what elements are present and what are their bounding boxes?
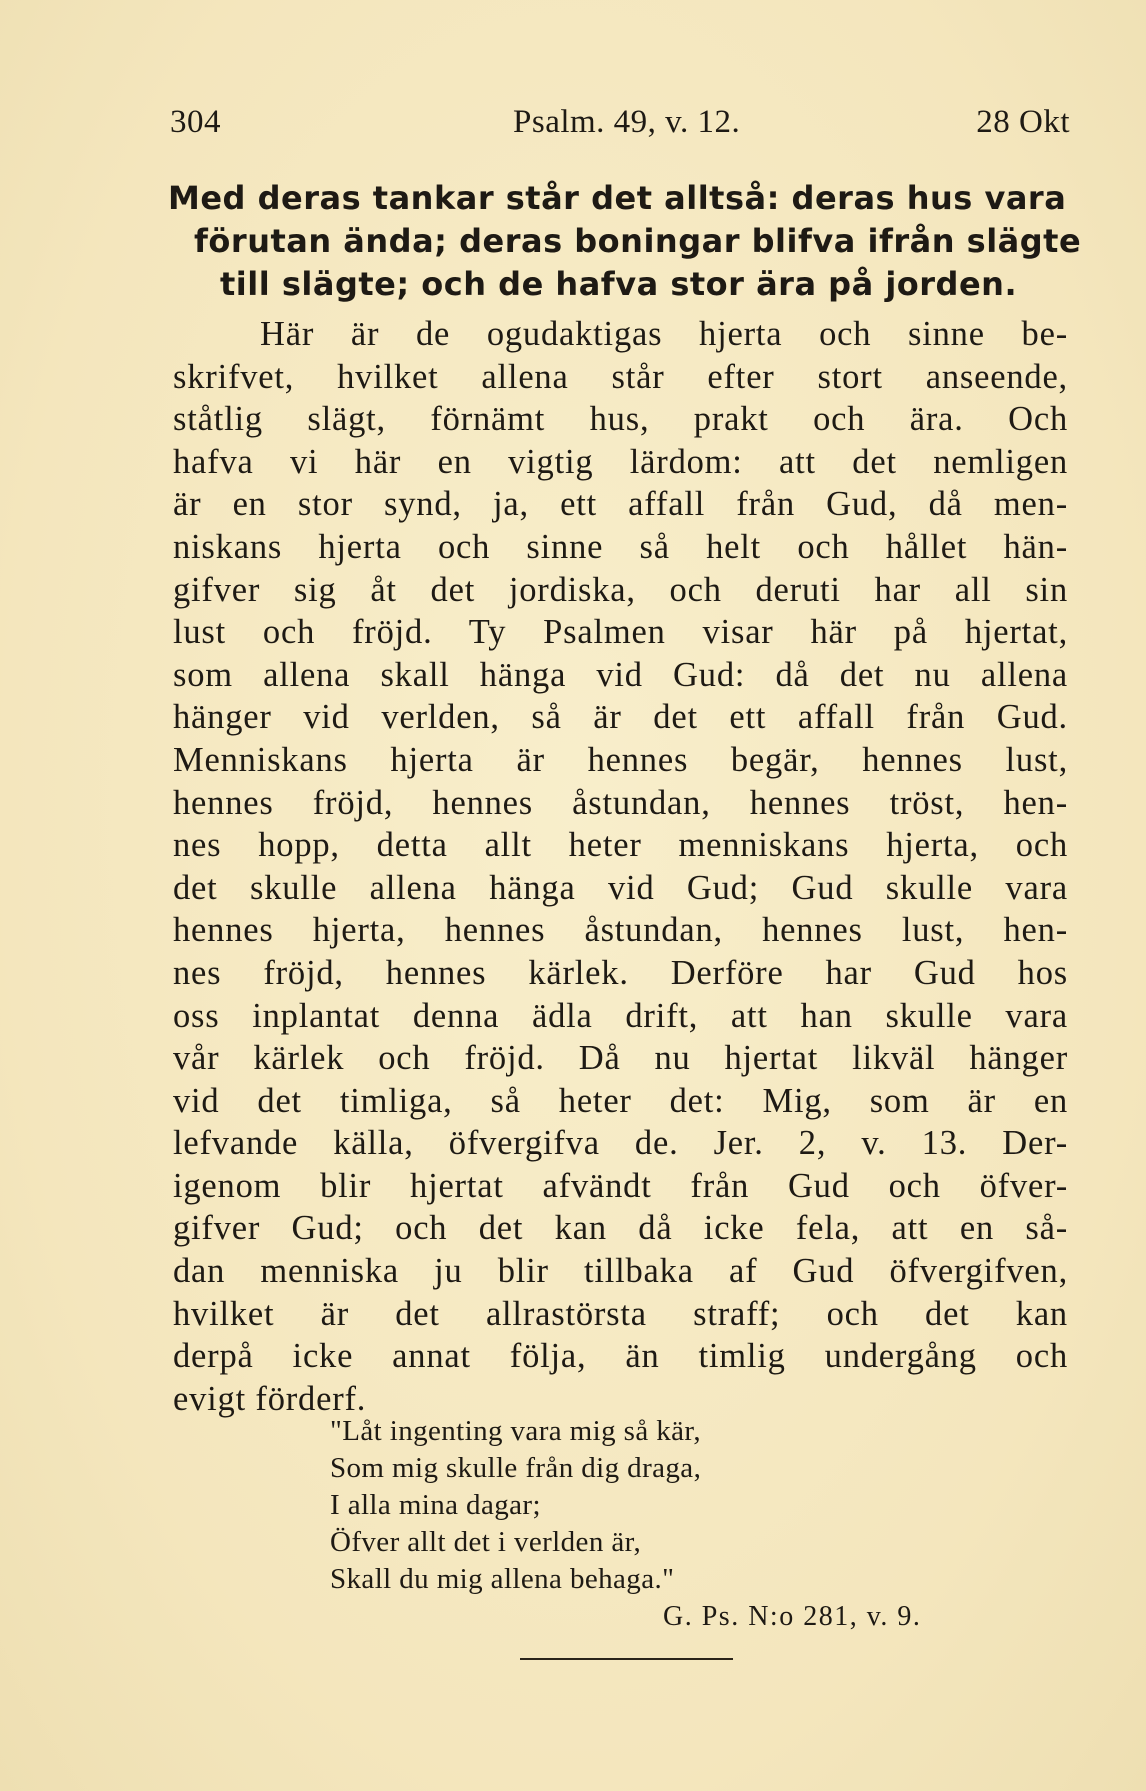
body-line: hennes hjerta, hennes åstundan, hennes lust, hen- (173, 911, 1068, 950)
running-head (170, 100, 1070, 144)
heading-line: till slägte; och de hafva stor ära på jorden. (220, 265, 1018, 303)
body-line: oss inplantat denna ädla drift, att han skulle vara (173, 996, 1068, 1035)
body-line: skrifvet, hvilket allena står efter stort anseende, (173, 357, 1068, 396)
body-line: dan menniska ju blir tillbaka af Gud öfvergifven, (173, 1252, 1068, 1291)
hymn-source: G. Ps. N:o 281, v. 9. (663, 1601, 922, 1632)
verse-line: Öfver allt det i verlden är, (330, 1526, 642, 1558)
hymn-verse (330, 1413, 1030, 1635)
verse-line: Skall du mig allena behaga." (330, 1563, 675, 1595)
body-line: nes fröjd, hennes kärlek. Derföre har Gud hos (173, 953, 1068, 992)
body-line: hvilket är det allrastörsta straff; och det kan (173, 1294, 1068, 1333)
body-line: lefvande källa, öfvergifva de. Jer. 2, v. 13. Der- (173, 1124, 1068, 1163)
body-line: hänger vid verlden, så är det ett affall från Gud. (173, 698, 1068, 737)
scripture-heading (168, 177, 1082, 306)
body-line: vid det timliga, så heter det: Mig, som är en (173, 1081, 1068, 1120)
body-line: Menniskans hjerta är hennes begär, hennes lust, (173, 740, 1068, 779)
body-line: niskans hjerta och sinne så helt och hållet hän- (173, 527, 1068, 566)
psalm-reference: Psalm. 49, v. 12. (513, 104, 741, 140)
page-number: 304 (170, 104, 221, 140)
body-line: det skulle allena hänga vid Gud; Gud skulle vara (173, 868, 1068, 907)
body-line: lust och fröjd. Ty Psalmen visar här på hjertat, (173, 613, 1068, 652)
body-line: ståtlig slägt, förnämt hus, prakt och ära. Och (173, 400, 1068, 439)
body-line: derpå icke annat följa, än timlig undergång och (173, 1337, 1068, 1376)
commentary-body (173, 313, 1068, 1420)
closing-rule (520, 1658, 733, 1660)
heading-line: förutan ända; deras boningar blifva ifrån slägte (194, 222, 1082, 260)
verse-line: Som mig skulle från dig draga, (330, 1452, 702, 1484)
body-line: evigt förderf. (173, 1379, 367, 1418)
body-line: hafva vi här en vigtig lärdom: att det nemligen (173, 442, 1068, 481)
verse-line: "Låt ingenting vara mig så kär, (330, 1415, 701, 1447)
heading-line: Med deras tankar står det alltså: deras hus vara (168, 179, 1067, 217)
body-line: gifver Gud; och det kan då icke fela, att en så- (173, 1209, 1068, 1248)
body-line: nes hopp, detta allt heter menniskans hjerta, och (173, 826, 1068, 865)
body-line: vår kärlek och fröjd. Då nu hjertat likväl hänger (173, 1039, 1068, 1078)
body-line: gifver sig åt det jordiska, och deruti har all sin (173, 570, 1068, 609)
body-line: är en stor synd, ja, ett affall från Gud, då men- (173, 485, 1068, 524)
verse-line: I alla mina dagar; (330, 1489, 541, 1521)
body-line: som allena skall hänga vid Gud: då det nu allena (173, 655, 1068, 694)
date-label: 28 Okt (976, 104, 1070, 140)
body-line: igenom blir hjertat afvändt från Gud och öfver- (173, 1166, 1068, 1205)
body-line: hennes fröjd, hennes åstundan, hennes tröst, hen- (173, 783, 1068, 822)
body-line: Här är de ogudaktigas hjerta och sinne be- (260, 315, 1068, 353)
